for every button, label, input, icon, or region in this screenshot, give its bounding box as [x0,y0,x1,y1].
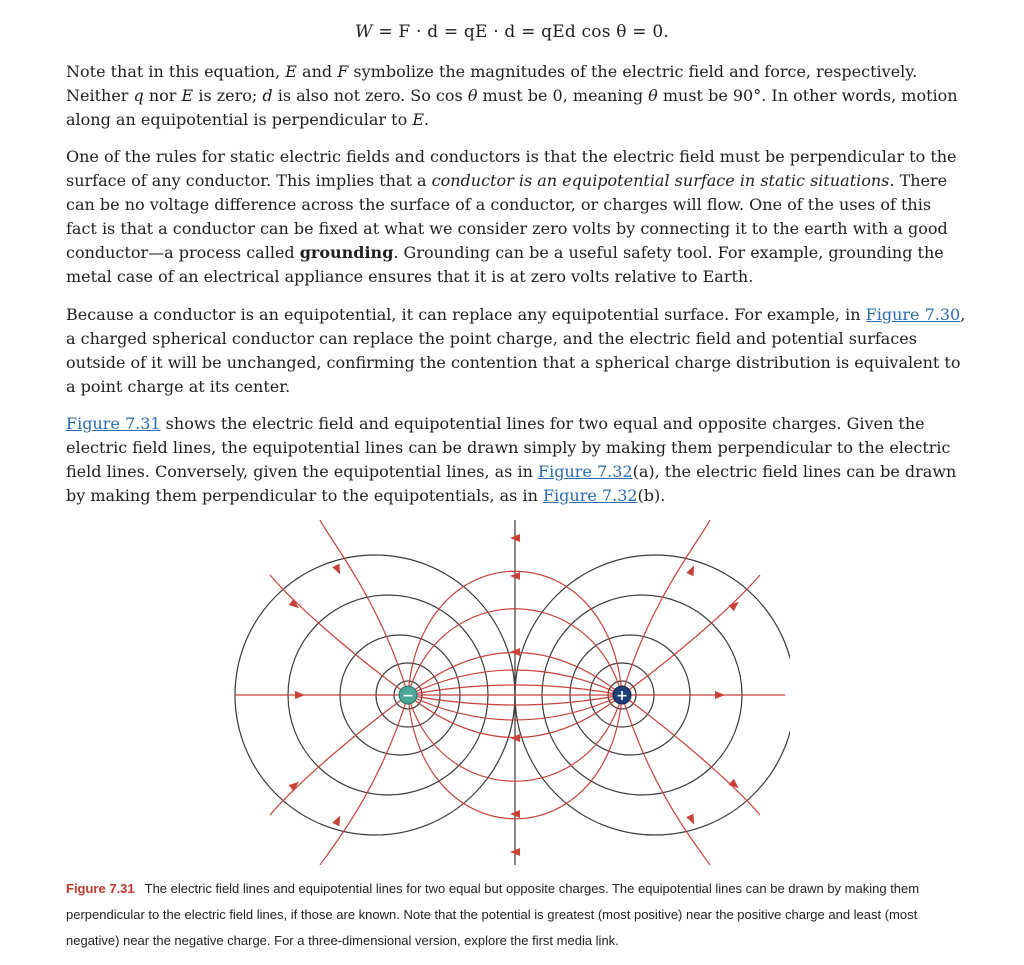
arrowhead [715,691,725,699]
figure-caption-label: Figure 7.31 [66,881,135,896]
paragraph-figure-reference [66,412,966,508]
figure-caption [66,876,971,954]
paragraph-conductors [66,145,966,289]
arrowhead [295,691,305,699]
field-line [622,575,760,695]
text-run: must be 0, meaning [477,86,649,105]
symbol-F: F [337,62,349,81]
text-run: Because a conductor is an equipotential, it can replace any equipotential surface. For example, in [66,305,866,324]
field-line [270,695,408,815]
text-run: There can be no voltage difference across the surface of a conductor, or charges will flow. One of the uses of this fact is that a conductor can be fixed at what we consider zero volts by connecting it to the earth with a good conductor—a process called [66,171,948,262]
figure-caption-text: The electric field lines and equipotential lines for two equal but opposite charges. The equipotential lines can be drawn by making them perpendicular to the electric field lines, if those are known. Note that the potential is greatest (most positive) near the positive charge and least (most negative) near the negative charge. For a three-dimensional version, explore the first media link. [66,881,920,948]
equation-rhs: = F · d = qE · d = qEd cos θ = 0. [378,22,669,42]
paragraph-equation-note [66,60,966,132]
symbol-d: d [262,86,273,105]
work-equation [0,22,1024,42]
equation-lhs: W [355,22,373,42]
text-run: (a), the electric field lines can be drawn by making them perpendicular to the equipotentials, as in [66,462,957,505]
symbol-E: E [285,62,297,81]
link-figure-7-32a[interactable]: Figure 7.32 [537,462,633,481]
field-line [622,695,710,865]
symbol-E: E [181,86,194,105]
text-run: is zero; [193,86,263,105]
symbol-E: E [412,110,424,129]
field-line [320,520,408,695]
negative-charge [399,686,417,704]
figure-7-31-diagram [230,520,790,865]
field-line [320,695,408,865]
symbol-theta: θ [648,86,658,105]
text-run: nor [143,86,182,105]
text-run: and [296,62,338,81]
symbol-theta: θ [467,86,478,105]
text-run: , a charged spherical conductor can replace the point charge, and the electric field and potential surfaces outside of it will be unchanged, confirming the contention that a spherical charge distribution is equivalent to a point charge at its center. [66,305,966,396]
term-grounding: grounding [299,243,394,262]
field-line [622,520,710,695]
text-run: must be 90°. In other words, motion along an equipotential is perpendicular to [66,86,958,129]
text-run: . Grounding can be a useful safety tool. For example, grounding the metal case of an electrical appliance ensures that it is at zero volts relative to Earth. [66,243,944,286]
text-run: shows the electric field and equipotential lines for two equal and opposite charges. Given the electric field lines, the equipotential lines can be drawn simply by making them perpendicular to the electric field lines. Conversely, given the equipotential lines, as in [66,414,951,481]
text-run: (b). [637,486,666,505]
text-run: Note that in this equation, [66,62,286,81]
paragraph-equipotential-replace [66,303,966,399]
negative-charge-symbol: − [402,688,414,704]
text-run: symbolize the magnitudes of the electric field and force, respectively. Neither [66,62,918,105]
field-line [270,575,408,695]
field-line [622,695,760,815]
symbol-q: q [133,86,144,105]
link-figure-7-30[interactable]: Figure 7.30 [865,305,961,324]
field-lines [235,520,785,865]
link-figure-7-31[interactable]: Figure 7.31 [66,414,161,433]
positive-charge-symbol: + [616,688,628,704]
arrowhead [332,814,343,826]
text-run: One of the rules for static electric fields and conductors is that the electric field must be perpendicular to the surface of any conductor. This implies that a [66,147,957,190]
text-run: is also not zero. So cos [272,86,468,105]
text-run: . [424,110,430,129]
arrowhead [686,814,697,826]
link-figure-7-32b[interactable]: Figure 7.32 [542,486,638,505]
emphasis-text: conductor is an equipotential surface in static situations. [431,171,895,190]
field-lines-svg [230,520,790,865]
arrowhead [686,564,697,576]
positive-charge [613,686,631,704]
arrowhead [332,564,343,576]
